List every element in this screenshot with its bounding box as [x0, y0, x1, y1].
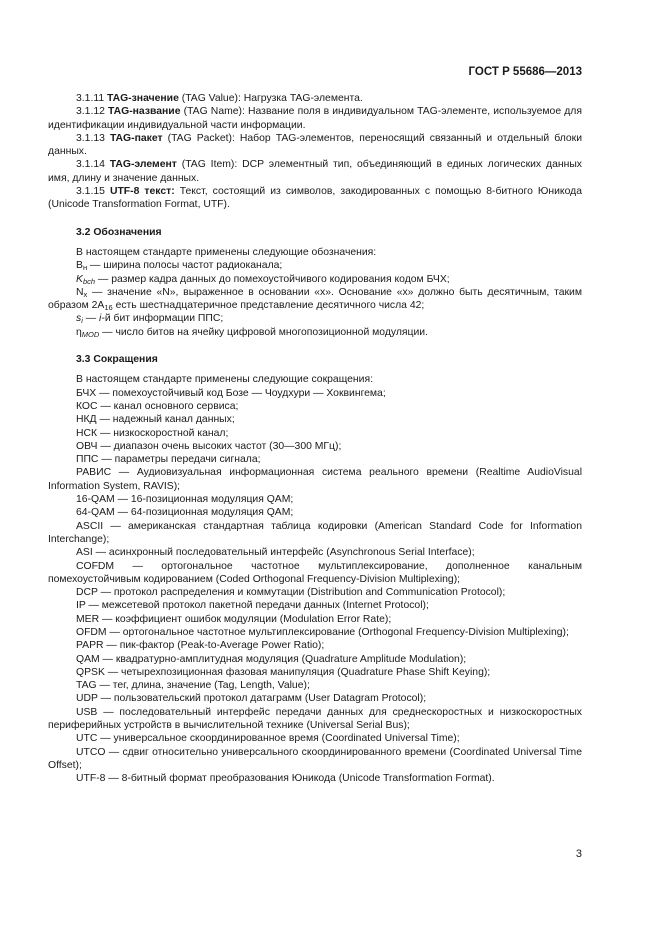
- symbol-item: $B_н$ — ширина полосы частот радиоканала;: [76, 260, 283, 273]
- page-header-standard: ГОСТ Р 55686—2013: [468, 66, 582, 78]
- abbreviation-item: IP — межсетевой протокол пакетной передачи данных (Internet Protocol);: [76, 600, 429, 612]
- abbreviation-item: РАВИС — Аудиовизуальная информационная система реального времени (Realtime AudioVisual Information System, RAVIS);: [48, 467, 582, 492]
- abbreviation-item: UTF-8 — 8-битный формат преобразования Юникода (Unicode Transformation Format).: [76, 773, 495, 785]
- symbol-item: $K_{bch}$ — размер кадра данных до помехоустойчивого кодирования кодом БЧХ;: [76, 273, 450, 286]
- abbreviation-item: НКД — надежный канал данных;: [76, 414, 235, 426]
- abbreviation-item: USB — последовательный интерфейс передачи данных для среднескоростных и низкоскоростных периферийных устройств в вычислительной технике (Universal Serial Bus);: [48, 706, 582, 732]
- abbreviation-item: DCP — протокол распределения и коммутации (Distribution and Communication Protocol);: [76, 587, 506, 599]
- abbreviation-item: COFDM — ортогональное частотное мультиплексирование, дополненное канальным помехоустойчивым кодированием (Coded Orthogonal Frequency-Division Multiplexing);: [48, 560, 582, 585]
- abbreviation-item: UDP — пользовательский протокол датаграмм (User Datagram Protocol);: [76, 693, 427, 705]
- definition-term: TAG-пакет: [109, 132, 163, 144]
- page-number: 3: [575, 848, 582, 860]
- abbreviation-item: QAM — квадратурно-амплитудная модуляция (Quadrature Amplitude Modulation);: [76, 653, 467, 665]
- symbol-item: $\eta_{MOD}$ — число битов на ячейку цифровой многопозиционной модуляции.: [76, 326, 428, 339]
- abbreviation-item: UTCO — сдвиг относительно универсального скоординированного времени (Coordinated Universal Time Offset);: [48, 746, 582, 771]
- abbreviations-intro: В настоящем стандарте применены следующие сокращения:: [76, 374, 373, 386]
- definition-3-1-14: 3.1.14 TAG-элемент (TAG Item): DCP элементный тип, объединяющий в единых логических данных имя, длину и значение данных.: [48, 159, 583, 184]
- symbol-item: $N_x$ — значение «N», выраженное в основании «x». Основание «x» должно быть десятичным, таким образом $2A_{16}$ есть шестнадцатеричное представление десятичного числа 42;: [48, 286, 582, 313]
- abbreviation-item: КОС — канал основного сервиса;: [76, 400, 239, 412]
- definition-term: TAG-элемент: [109, 159, 177, 171]
- definition-term: UTF-8 текст:: [109, 186, 175, 198]
- definition-3-1-13: 3.1.13 TAG-пакет (TAG Packet): Набор TAG-элементов, переносящий связанный и отдельный блоки данных.: [48, 132, 582, 158]
- abbreviation-item: UTC — универсальное скоординированное время (Coordinated Universal Time);: [76, 733, 460, 745]
- abbreviation-item: 16-QAM — 16-позиционная модуляция QAM;: [76, 494, 294, 506]
- abbreviation-item: 64-QAM — 64-позиционная модуляция QAM;: [76, 507, 294, 519]
- definition-term: TAG-название: [108, 106, 181, 118]
- abbreviation-item: БЧХ — помехоустойчивый код Бозе — Чоудхури — Хоквингема;: [76, 387, 386, 399]
- definitions-block: [48, 92, 582, 212]
- abbreviation-item: TAG — тег, длина, значение (Tag, Length, Value);: [76, 680, 310, 692]
- document-body: [48, 92, 582, 786]
- abbreviation-item: ASCII — американская стандартная таблица кодировки (American Standard Code for Information Interchange);: [48, 520, 582, 545]
- abbreviation-item: НСК — низкоскоростной канал;: [76, 427, 229, 439]
- abbreviations-list: [48, 387, 582, 786]
- abbreviation-item: OFDM — ортогональное частотное мультиплексирование (Orthogonal Frequency-Division Multiplexing);: [76, 626, 569, 638]
- symbols-intro: В настоящем стандарте применены следующие обозначения:: [76, 246, 377, 258]
- section-title-symbols: 3.2 Обозначения: [76, 226, 162, 238]
- definition-term: TAG-значение: [107, 93, 179, 104]
- abbreviation-item: ОВЧ — диапазон очень высоких частот (30—300 МГц);: [76, 440, 342, 452]
- symbols-block: [48, 246, 582, 339]
- abbreviations-block: [48, 373, 582, 785]
- abbreviation-item: ППС — параметры передачи сигнала;: [76, 454, 261, 466]
- definition-3-1-11: 3.1.11 TAG-значение (TAG Value): Нагрузка TAG-элемента.: [76, 93, 363, 104]
- section-title-abbreviations: 3.3 Сокращения: [76, 354, 158, 366]
- abbreviation-item: ASI — асинхронный последовательный интерфейс (Asynchronous Serial Interface);: [76, 547, 475, 559]
- symbol-item: $s_i$ — i-й бит информации ППС;: [76, 313, 224, 326]
- abbreviation-item: QPSK — четырехпозиционная фазовая манипуляция (Quadrature Phase Shift Keying);: [76, 666, 491, 678]
- abbreviation-item: PAPR — пик-фактор (Peak-to-Average Power Ratio);: [76, 640, 325, 652]
- definition-3-1-15: 3.1.15 UTF-8 текст: Текст, состоящий из символов, закодированных с помощью 8-битного Юникода (Unicode Transformation Format, UTF).: [48, 186, 582, 211]
- definition-3-1-12: 3.1.12 TAG-название (TAG Name): Название поля в индивидуальном TAG-элементе, используемое для идентификации индивидуальной части информации.: [48, 106, 582, 131]
- abbreviation-item: MER — коэффициент ошибок модуляции (Modulation Error Rate);: [76, 613, 392, 625]
